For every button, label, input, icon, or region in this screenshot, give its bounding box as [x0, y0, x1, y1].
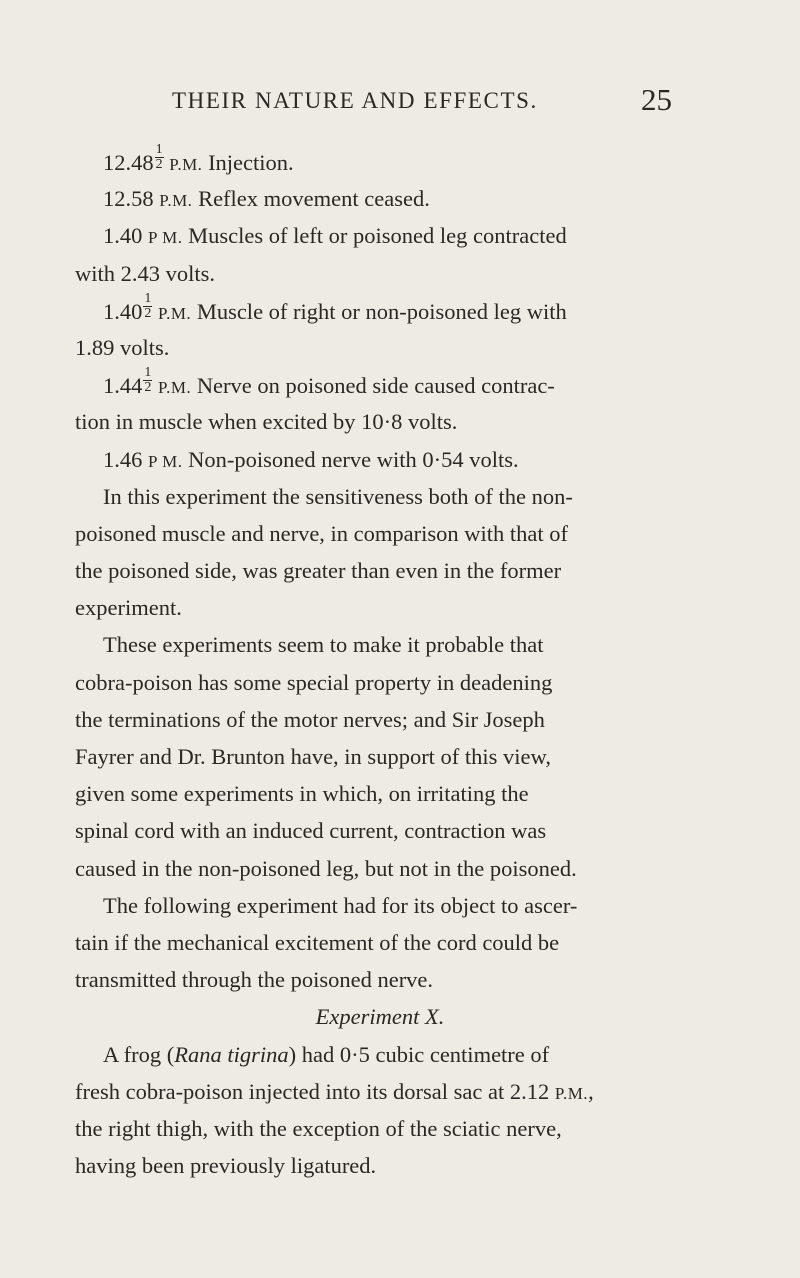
paragraph-line: Fayrer and Dr. Brunton have, in support of this view,	[75, 744, 551, 769]
log-entry	[75, 292, 685, 329]
paragraph-line: The following experiment had for its object to ascer-	[103, 892, 578, 918]
log-entry	[75, 441, 685, 478]
paragraph-line: poisoned muscle and nerve, in comparison with that of	[75, 520, 569, 546]
paragraph-line: the right thigh, with the exception of the sciatic nerve,	[75, 1115, 562, 1141]
log-text: Muscles of left or poisoned leg contracted	[188, 223, 567, 249]
log-entry	[75, 217, 685, 254]
running-title: THEIR NATURE AND EFFECTS.	[172, 88, 538, 113]
running-head	[0, 82, 800, 126]
paragraph-line: transmitted through the poisoned nerve.	[75, 967, 434, 993]
paragraph-line: In this experiment the sensitiveness both of the non-	[103, 483, 573, 509]
paragraph-line: These experiments seem to make it probable that	[103, 632, 544, 658]
paragraph-line: experiment.	[75, 595, 182, 621]
paragraph-line: A frog (Rana tigrina) had 0·5 cubic centimetre of	[103, 1041, 550, 1067]
log-time: 1.40	[103, 223, 143, 249]
log-time: 12.48	[103, 150, 154, 175]
log-entry	[75, 366, 685, 403]
log-text: Muscle of right or non-poisoned leg with	[196, 298, 567, 324]
log-text: Non-poisoned nerve with 0·54 volts.	[188, 446, 519, 472]
log-time: 1.40	[103, 298, 143, 324]
log-period: P.M.	[158, 378, 192, 398]
log-period: P M.	[148, 228, 183, 248]
paragraph-line: spinal cord with an induced current, contraction was	[75, 818, 547, 844]
log-entry	[75, 143, 685, 180]
paragraph-line: cobra-poison has some special property in deadening	[75, 669, 553, 695]
log-time: 1.46	[103, 446, 143, 472]
log-continuation: tion in muscle when excited by 10·8 volts.	[75, 409, 458, 435]
log-period: P.M.	[159, 191, 193, 211]
log-text: Injection.	[208, 150, 294, 175]
log-entry	[75, 180, 685, 217]
paragraph-line: the poisoned side, was greater than even in the former	[75, 558, 562, 584]
log-continuation: with 2.43 volts.	[75, 260, 216, 286]
log-text: Reflex movement ceased.	[198, 186, 430, 212]
log-period: P.M.	[169, 155, 203, 174]
fraction: $\frac{1}{2}$	[144, 365, 152, 396]
log-time: 12.58	[103, 186, 154, 212]
log-continuation: 1.89 volts.	[75, 334, 170, 360]
paragraph-line: having been previously ligatured.	[75, 1153, 377, 1179]
page-number: 25	[641, 82, 672, 117]
paragraph-line: the terminations of the motor nerves; and Sir Joseph	[75, 706, 545, 732]
body-text	[75, 143, 685, 1184]
log-text: Nerve on poisoned side caused contrac-	[196, 373, 555, 399]
fraction: $\frac{1}{2}$	[155, 142, 163, 172]
paragraph-line: fresh cobra-poison injected into its dorsal sac at 2.12 P.M.,	[75, 1078, 594, 1104]
fraction: $\frac{1}{2}$	[144, 290, 152, 321]
paragraph-line: tain if the mechanical excitement of the cord could be	[75, 929, 560, 955]
paragraph-line: caused in the non-poisoned leg, but not in the poisoned.	[75, 855, 577, 881]
paragraph-line: given some experiments in which, on irritating the	[75, 781, 529, 807]
log-time: 1.44	[103, 373, 143, 399]
experiment-heading: Experiment X.	[315, 1004, 445, 1030]
log-period: P M.	[148, 451, 183, 471]
log-period: P.M.	[158, 303, 192, 323]
species-name: Rana tigrina	[174, 1041, 289, 1067]
